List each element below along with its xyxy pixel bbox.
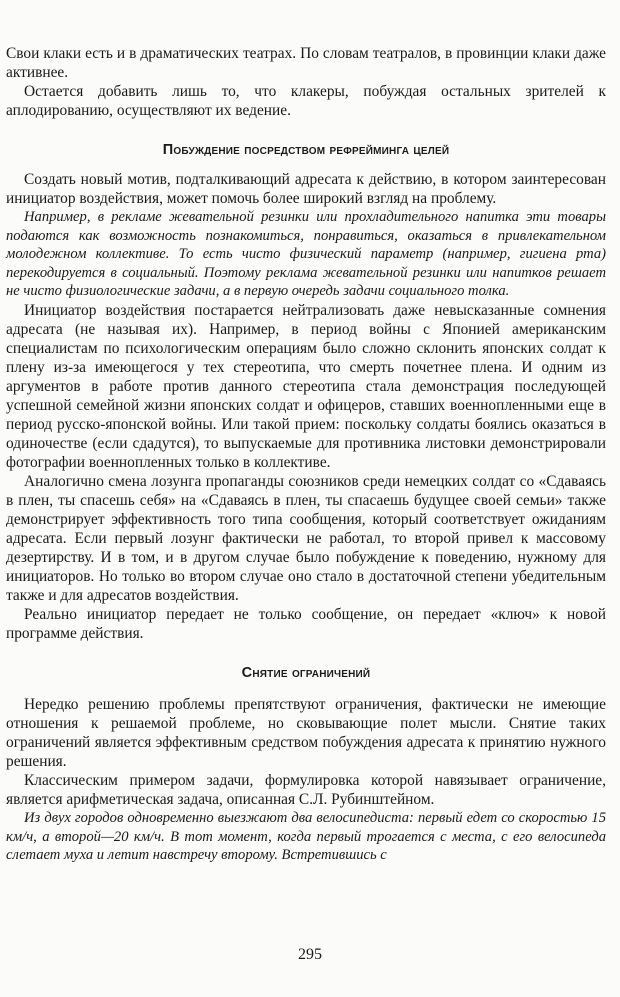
example-paragraph: Из двух городов одновременно выезжают два велосипедиста: первый едет со скоростью 15 км/ч, а второй—20 км/ч. В тот момент, когда первый трогается с места, с его велосипеда слетает муха и летит навстречу второму. Встретившись с [6, 809, 606, 864]
paragraph: Остается добавить лишь то, что клакеры, побуждая остальных зрителей к аплодированию, осуществляют их ведение. [6, 83, 606, 119]
paragraph: Аналогично смена лозунга пропаганды союзников среди немецких солдат со «Сдаваясь в плен, ты спасешь себя» на «Сдаваясь в плен, ты спасаешь будущее своей семьи» также демонстрирует эффективность того типа сообщения, который соответствует ожиданиям адресата. Если первый лозунг фактически не работал, то второй привел к массовому дезертирству. И в том, и в другом случае было побуждение к поведению, нужному для инициаторов. Но только во втором случае оно стало в достаточной степени убедительным также и для адресатов воздействия. [6, 472, 606, 604]
paragraph: Классическим примером задачи, формулировка которой навязывает ограничение, является арифметическая задача, описанная С.Л. Рубинштейном. [6, 771, 606, 808]
page-content [6, 44, 606, 865]
paragraph: Свои клаки есть и в драматических театрах. По словам театралов, в провинции клаки даже активнее. [6, 45, 606, 81]
section-heading-constraints: Снятие ограничений [241, 664, 371, 681]
paragraph: Реально инициатор передает не только сообщение, он передает «ключ» к новой программе действия. [6, 605, 606, 642]
paragraph: Инициатор воздействия постарается нейтрализовать даже невысказанные сомнения адресата (не называя их). Например, в период войны с Японией американским специалистам по психологическим операциям было сложно склонить японских солдат к плену из-за имеющегося у тех стереотипа, что смерть почетнее плена. И одним из аргументов в работе против данного стереотипа стала демонстрация последующей успешной семейной жизни японских солдат и офицеров, ставших военнопленными еще в период русско-японской войны. Или такой прием: поскольку солдаты боялись оказаться в одиночестве (если сдадутся), то выпускаемые для противника листовки демонстрировали фотографии военнопленных только в коллективе. [6, 301, 606, 471]
page-number: 295 [298, 946, 322, 963]
section-heading-reframing: Побуждение посредством рефрейминга целей [162, 142, 450, 158]
paragraph: Нередко решению проблемы препятствуют ограничения, фактически не имеющие отношения к решаемой проблеме, но сковывающие полет мысли. Снятие таких ограничений является эффективным средством побуждения адресата к принятию нужного решения. [6, 695, 606, 770]
paragraph: Создать новый мотив, подталкивающий адресата к действию, в котором заинтересован инициатор воздействия, может помочь более широкий взгляд на проблему. [6, 171, 606, 207]
example-paragraph: Например, в рекламе жевательной резинки или прохладительного напитка эти товары подаются как возможность познакомиться, понравиться, оказаться в привлекательном молодежном коллективе. То есть чисто физический параметр (например, гигиена рта) перекодируется в социальный. Поэтому реклама жевательной резинки или напитков решает не чисто физиологические задачи, а в первую очередь задачи социального толка. [6, 209, 606, 300]
